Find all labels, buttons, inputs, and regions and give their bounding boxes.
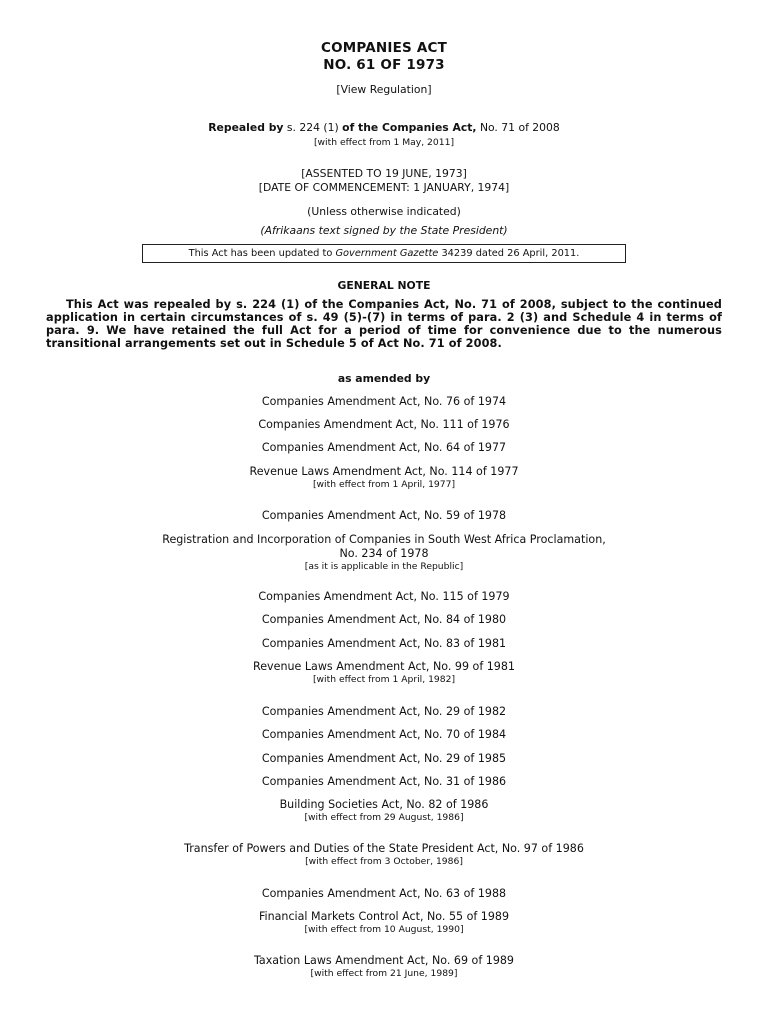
amendment-item	[0, 613, 768, 627]
amendment-effect-note: [with effect from 29 August, 1986]	[304, 812, 464, 823]
title-line-1: COMPANIES ACT	[320, 40, 448, 56]
amendment-item	[0, 533, 768, 573]
amendment-act-link[interactable]: Building Societies Act, No. 82 of 1986	[279, 798, 489, 811]
update-suffix: 34239 dated 26 April, 2011.	[441, 248, 580, 259]
repeal-line	[0, 121, 768, 134]
amendment-act-link[interactable]: Companies Amendment Act, No. 76 of 1974	[261, 395, 507, 408]
update-prefix: This Act has been updated to	[188, 248, 333, 259]
amendment-act-link[interactable]: Companies Amendment Act, No. 63 of 1988	[261, 887, 507, 900]
amendment-act-link[interactable]: Financial Markets Control Act, No. 55 of 1989	[258, 910, 510, 923]
amendment-act-link[interactable]: Companies Amendment Act, No. 64 of 1977	[261, 441, 507, 454]
amendment-item	[0, 798, 768, 824]
update-gazette: Government Gazette	[335, 248, 439, 259]
amendment-act-link[interactable]: Transfer of Powers and Duties of the State President Act, No. 97 of 1986	[184, 842, 584, 855]
amendment-item	[0, 705, 768, 719]
afrikaans-note: (Afrikaans text signed by the State President)	[260, 224, 508, 237]
repeal-label: Repealed by	[208, 121, 284, 134]
update-notice-box	[142, 244, 626, 263]
amendment-effect-note: [with effect from 3 October, 1986]	[305, 856, 463, 867]
general-note-text: This Act was repealed by s. 224 (1) of the Companies Act, No. 71 of 2008, subject to the continued application in certain circumstances of s. 49 (5)-(7) in terms of para. 2 (3) and Schedule 4 in terms of para. 9. We have retained the full Act for a period of time for convenience due to the numerous transitional arrangements set out in Schedule 5 of Act No. 71 of 2008.	[46, 298, 722, 350]
general-note-heading: GENERAL NOTE	[337, 279, 431, 292]
amendment-item	[0, 465, 768, 491]
amendment-act-link[interactable]: Companies Amendment Act, No. 29 of 1982	[261, 705, 507, 718]
repeal-of-act: of the Companies Act,	[342, 121, 477, 134]
unless-indicated: (Unless otherwise indicated)	[307, 205, 461, 218]
repeal-effect: [with effect from 1 May, 2011]	[313, 137, 455, 148]
amendment-act-link[interactable]: Revenue Laws Amendment Act, No. 99 of 1981	[253, 660, 515, 673]
amendment-item	[0, 660, 768, 686]
amendment-item	[0, 590, 768, 604]
amendment-item	[0, 954, 768, 980]
amendment-item	[0, 910, 768, 936]
amendment-effect-note: [with effect from 1 April, 1977]	[312, 479, 456, 490]
amendment-act-link[interactable]: Companies Amendment Act, No. 84 of 1980	[261, 613, 507, 626]
amendment-item	[0, 637, 768, 651]
amendment-item	[0, 441, 768, 455]
amendment-effect-note: [with effect from 10 August, 1990]	[304, 924, 464, 935]
amendment-act-link[interactable]: Taxation Laws Amendment Act, No. 69 of 1989	[253, 954, 514, 967]
amendment-act-link[interactable]: Companies Amendment Act, No. 31 of 1986	[261, 775, 507, 788]
amendment-act-link[interactable]: Companies Amendment Act, No. 111 of 1976	[258, 418, 510, 431]
amendment-act-link[interactable]: Companies Amendment Act, No. 115 of 1979	[258, 590, 510, 603]
repeal-section-link[interactable]: s. 224 (1)	[286, 121, 339, 134]
amendment-act-link[interactable]: Companies Amendment Act, No. 70 of 1984	[261, 728, 507, 741]
repeal-act-link[interactable]: No. 71 of 2008	[479, 121, 560, 134]
amendment-item	[0, 752, 768, 766]
amendment-act-link[interactable]: Registration and Incorporation of Companies in South West Africa Proclamation,	[162, 533, 606, 546]
amendment-item	[0, 395, 768, 409]
view-regulation-link[interactable]: [View Regulation]	[336, 83, 432, 96]
amended-by-heading: as amended by	[337, 372, 431, 385]
amendment-act-link[interactable]: Companies Amendment Act, No. 29 of 1985	[261, 752, 507, 765]
title-line-2: NO. 61 OF 1973	[323, 57, 445, 73]
commencement-date: [DATE OF COMMENCEMENT: 1 JANUARY, 1974]	[258, 181, 510, 194]
amendment-effect-note: [with effect from 21 June, 1989]	[310, 968, 458, 979]
assent-date: [ASSENTED TO 19 JUNE, 1973]	[301, 167, 467, 180]
amendment-item	[0, 842, 768, 868]
amendment-item	[0, 775, 768, 789]
amendment-act-link[interactable]: Companies Amendment Act, No. 59 of 1978	[261, 509, 507, 522]
amendment-act-link[interactable]: Companies Amendment Act, No. 83 of 1981	[261, 637, 507, 650]
amendment-effect-note: [with effect from 1 April, 1982]	[312, 674, 456, 685]
amendment-item	[0, 509, 768, 523]
amendment-item	[0, 728, 768, 742]
amendment-effect-note: [as it is applicable in the Republic]	[304, 561, 464, 572]
amendment-act-number: No. 234 of 1978	[339, 547, 429, 560]
amendment-item	[0, 418, 768, 432]
amendment-item	[0, 887, 768, 901]
amendment-act-link[interactable]: Revenue Laws Amendment Act, No. 114 of 1977	[249, 465, 519, 478]
